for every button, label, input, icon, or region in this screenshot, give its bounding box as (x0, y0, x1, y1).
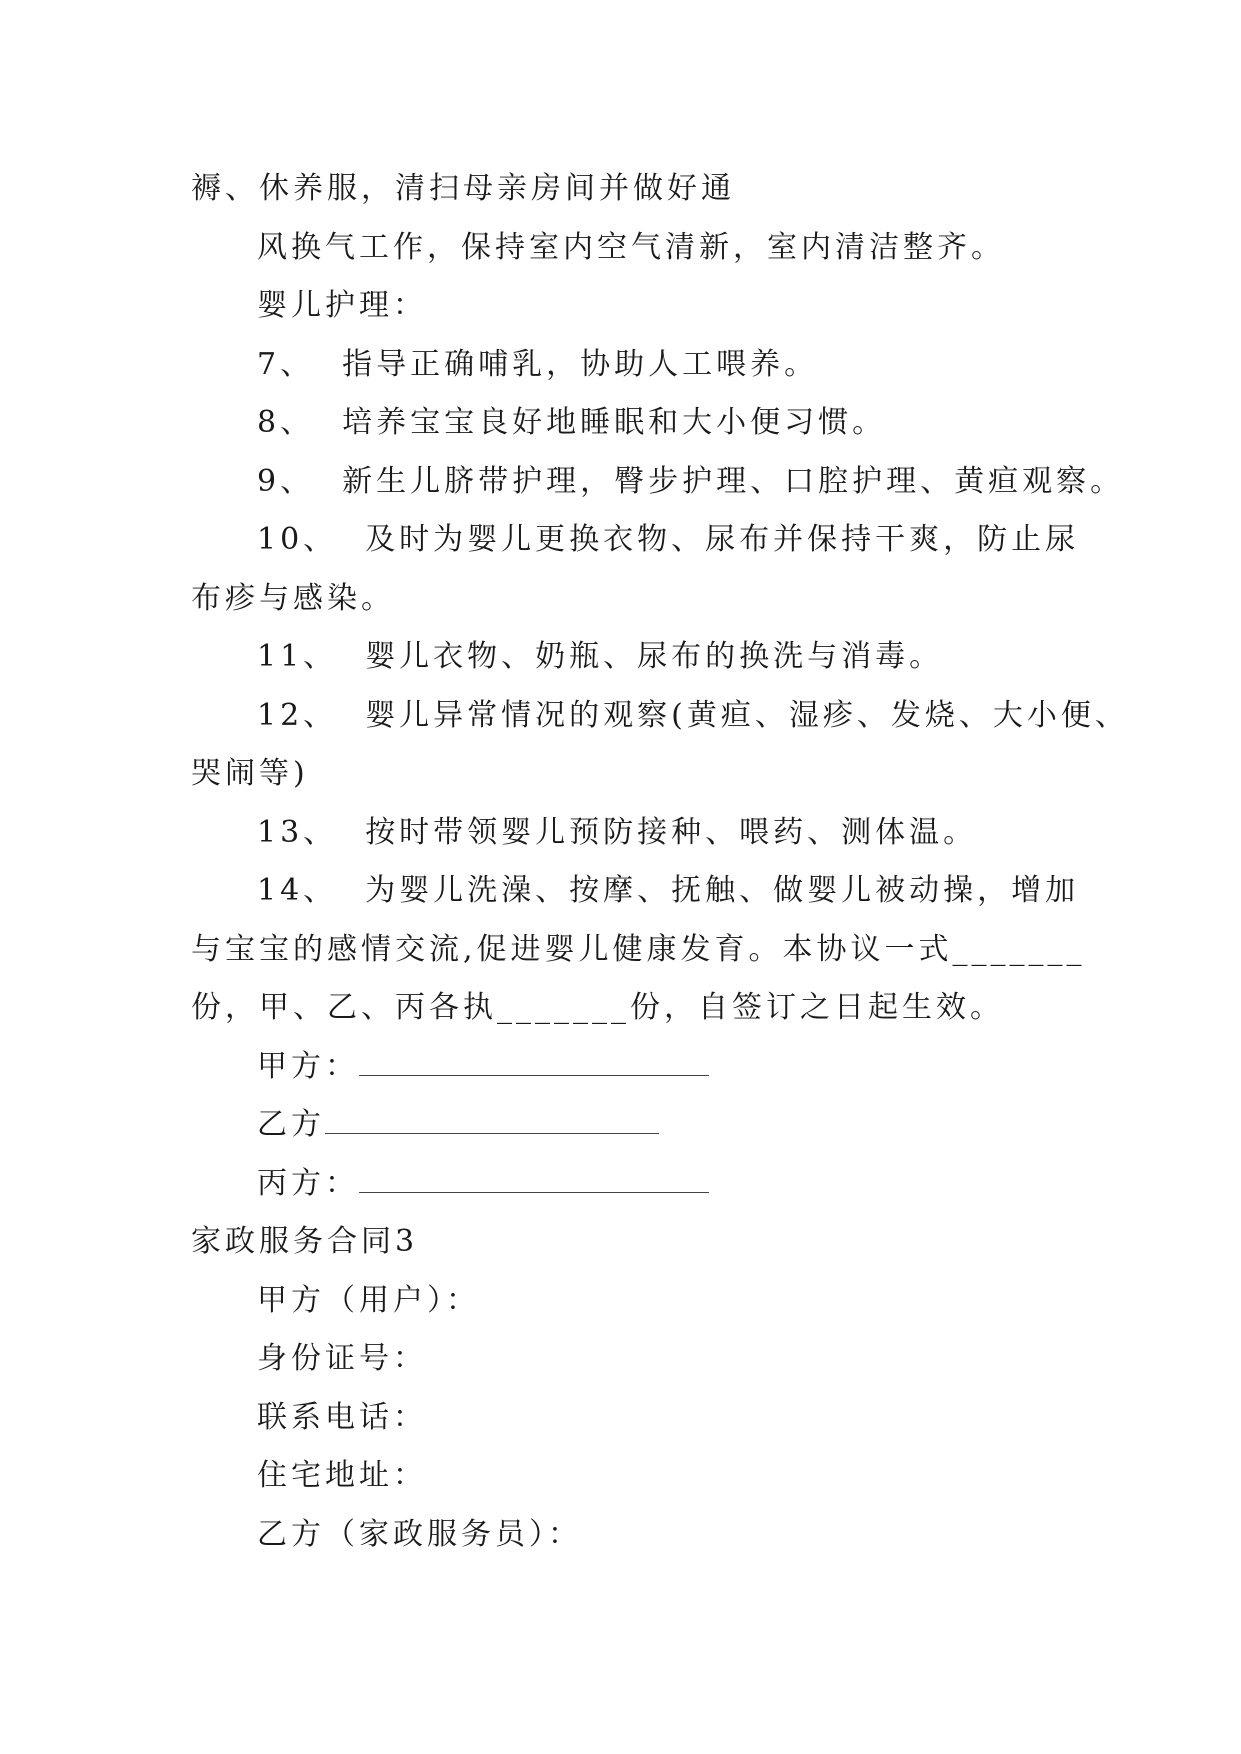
text-line: 份，甲、乙、丙各执_______份，自签订之日起生效。 (191, 990, 1004, 1025)
signature-label: 甲方： (257, 1048, 359, 1084)
field-id-number: 身份证号： (257, 1341, 427, 1376)
list-item (191, 687, 1129, 746)
list-item (191, 511, 1080, 570)
list-number: 8、 (257, 405, 315, 440)
signature-party-b (191, 1096, 1053, 1155)
list-number: 9、 (257, 463, 315, 499)
list-number: 7、 (257, 346, 315, 382)
text-line: 与宝宝的感情交流,促进婴儿健康发育。本协议一式_______ (191, 931, 1086, 967)
list-item (191, 336, 1053, 395)
list-item (191, 804, 1053, 863)
list-item (191, 628, 1053, 687)
list-number: 12、 (257, 697, 338, 733)
signature-line (325, 1107, 659, 1134)
text-line: 布疹与感染。 (191, 580, 395, 616)
text-line: 褥、休养服，清扫母亲房间并做好通 (191, 171, 735, 206)
list-number: 10、 (257, 522, 338, 557)
list-item (191, 862, 1080, 921)
document-page (191, 160, 1129, 1564)
field-address: 住宅地址： (257, 1458, 427, 1493)
signature-line (359, 1166, 709, 1193)
signature-line (359, 1049, 709, 1076)
signature-label: 丙方： (257, 1165, 359, 1201)
signature-label: 乙方 (257, 1107, 325, 1142)
signature-party-a (191, 1038, 1053, 1097)
section-heading: 婴儿护理： (257, 288, 427, 323)
list-text: 按时带领婴儿预防接种、喂药、测体温。 (365, 814, 978, 850)
list-text: 新生儿脐带护理，臀步护理、口腔护理、黄疸观察。 (342, 463, 1125, 499)
signature-party-c (191, 1155, 1053, 1214)
field-party-a: 甲方（用户）： (257, 1282, 480, 1318)
list-text: 及时为婴儿更换衣物、尿布并保持干爽，防止尿 (365, 522, 1080, 557)
list-text: 婴儿异常情况的观察(黄疸、湿疹、发烧、大小便、 (365, 697, 1129, 733)
list-number: 11、 (257, 639, 338, 674)
list-text: 婴儿衣物、奶瓶、尿布的换洗与消毒。 (365, 639, 944, 674)
list-text: 指导正确哺乳，协助人工喂养。 (342, 346, 819, 382)
field-phone: 联系电话： (257, 1399, 427, 1435)
field-party-b: 乙方（家政服务员）： (257, 1516, 582, 1552)
list-item (191, 394, 1053, 453)
list-number: 14、 (257, 873, 338, 908)
list-number: 13、 (257, 814, 338, 850)
text-line: 风换气工作，保持室内空气清新，室内清洁整齐。 (257, 229, 1005, 265)
text-line: 哭闹等) (191, 756, 309, 791)
contract-title: 家政服务合同3 (191, 1224, 419, 1259)
list-text: 培养宝宝良好地睡眠和大小便习惯。 (342, 405, 887, 440)
list-text: 为婴儿洗澡、按摩、抚触、做婴儿被动操，增加 (365, 873, 1080, 908)
list-item (191, 453, 1125, 512)
